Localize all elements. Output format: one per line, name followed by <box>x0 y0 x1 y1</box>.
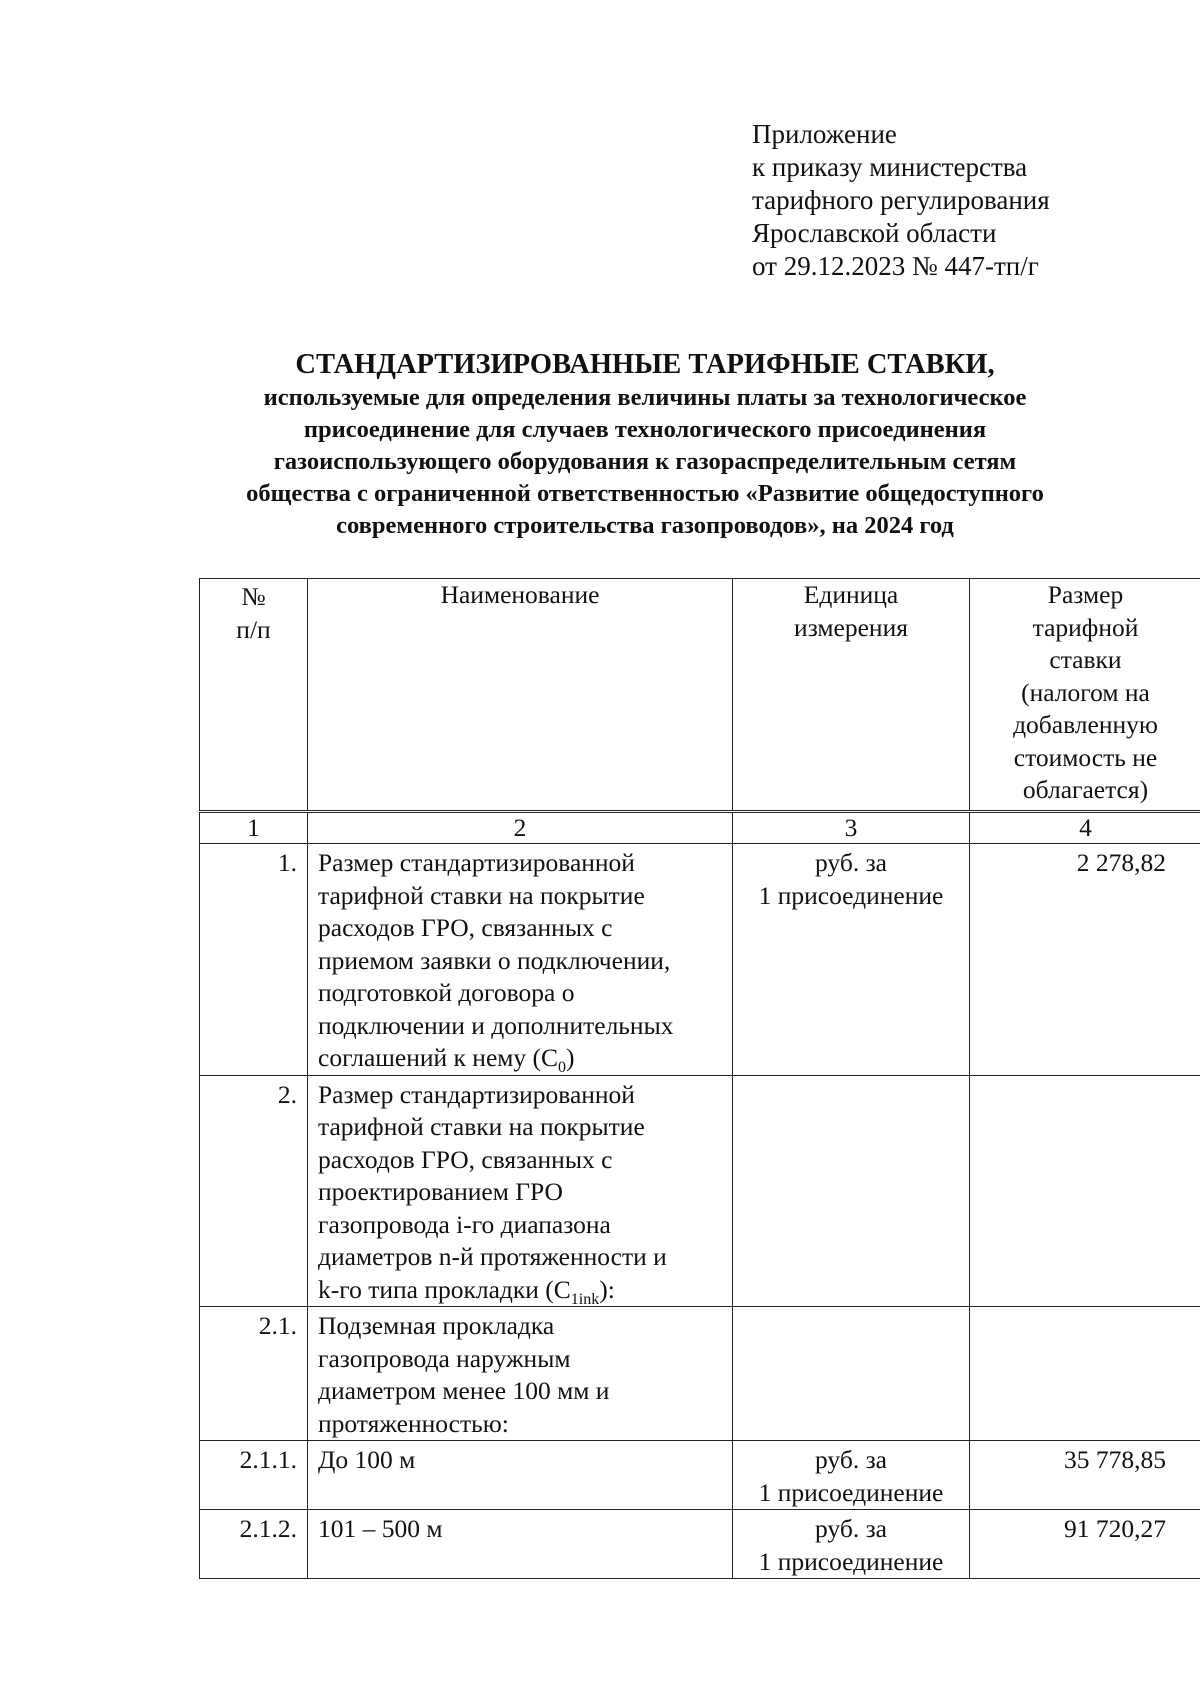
header-name: Наименование <box>308 579 733 812</box>
tariff-table <box>199 578 1200 1579</box>
row-number: 2.1.1. <box>200 1441 308 1510</box>
row-unit: руб. за 1 присоединение <box>733 844 970 1076</box>
row-value: 2 278,82 <box>970 844 1200 1076</box>
row-name: Подземная прокладка газопровода наружным диаметром менее 100 мм и протяженностью: <box>308 1307 733 1441</box>
title-main: СТАНДАРТИЗИРОВАННЫЕ ТАРИФНЫЕ СТАВКИ, <box>295 349 995 380</box>
table-row <box>200 844 1200 1076</box>
appendix-line: Приложение <box>752 119 897 149</box>
title-sub-line: используемые для определения величины платы за технологическое <box>263 384 1027 411</box>
header-unit: Единица измерения <box>733 579 970 812</box>
header-value: Размер тарифной ставки (налогом на добавленную стоимость не облагается) <box>970 579 1200 812</box>
table-row <box>200 1510 1200 1579</box>
row-value <box>970 1307 1200 1441</box>
table-header-row <box>200 579 1200 812</box>
appendix-line: Ярославской области <box>752 218 997 248</box>
row-number: 2. <box>200 1075 308 1307</box>
row-number: 2.1.2. <box>200 1510 308 1579</box>
row-name: Размер стандартизированной тарифной ставки на покрытие расходов ГРО, связанных с проектированием ГРО газопровода i-го диапазона диаметров n-й протяженности и k-го типа прокладки $(С_{1ink})$: <box>308 1075 733 1307</box>
row-number: 2.1. <box>200 1307 308 1441</box>
row-value: 35 778,85 <box>970 1441 1200 1510</box>
row-unit: руб. за 1 присоединение <box>733 1510 970 1579</box>
row-unit: руб. за 1 присоединение <box>733 1441 970 1510</box>
appendix-header <box>752 118 1050 283</box>
row-unit <box>733 1307 970 1441</box>
column-index: 3 <box>733 812 970 844</box>
header-num: № п/п <box>200 579 308 812</box>
title-sub-line: общества с ограниченной ответственностью «Развитие общедоступного <box>246 480 1044 507</box>
appendix-line: тарифного регулирования <box>752 185 1050 215</box>
appendix-line: к приказу министерства <box>752 152 1028 182</box>
row-value: 91 720,27 <box>970 1510 1200 1579</box>
column-index: 4 <box>970 812 1200 844</box>
title-subtitle <box>150 382 1140 542</box>
table-row <box>200 1075 1200 1307</box>
table-row <box>200 1441 1200 1510</box>
row-number: 1. <box>200 844 308 1076</box>
row-value <box>970 1075 1200 1307</box>
row-name: До 100 м <box>308 1441 733 1510</box>
title-sub-line: газоиспользующего оборудования к газораспределительным сетям <box>273 448 1017 475</box>
column-index: 1 <box>200 812 308 844</box>
document-title <box>150 348 1140 542</box>
column-index-row <box>200 812 1200 844</box>
column-index: 2 <box>308 812 733 844</box>
row-name: Размер стандартизированной тарифной ставки на покрытие расходов ГРО, связанных с приемом заявки о подключении, подготовкой договора о подключении и дополнительных соглашений к нему $(С_0)$ <box>308 844 733 1076</box>
table-row <box>200 1307 1200 1441</box>
title-sub-line: современного строительства газопроводов», на 2024 год <box>336 512 954 539</box>
row-name: 101 – 500 м <box>308 1510 733 1579</box>
appendix-line: от 29.12.2023 № 447-тп/г <box>752 251 1039 281</box>
title-sub-line: присоединение для случаев технологического присоединения <box>303 416 987 443</box>
row-unit <box>733 1075 970 1307</box>
